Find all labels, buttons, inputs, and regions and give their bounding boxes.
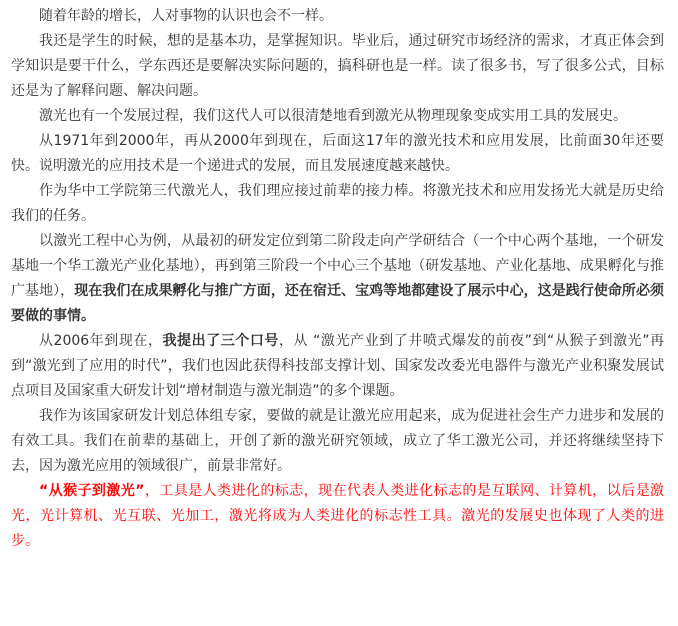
paragraph-2: 我还是学生的时候，想的是基本功，是掌握知识。毕业后，通过研究市场经济的需求，才真正体会到学知识是要干什么，学东西还是要解决实际问题的，搞科研也是一样。读了很多书，写了很多公式，目标还是为了解释问题、解决问题。 bbox=[11, 33, 664, 99]
paragraph-1: 随着年龄的增长，人对事物的认识也会不一样。 bbox=[39, 8, 333, 24]
paragraph-6 bbox=[11, 229, 664, 329]
paragraph-4: 从1971年到2000年，再从2000年到现在，后面这17年的激光技术和应用发展，比前面30年还要快。说明激光的应用技术是一个递进式的发展，而且发展速度越来越快。 bbox=[11, 133, 664, 174]
paragraph-6-bold-text: 现在我们在成果孵化与推广方面，还在宿迁、宝鸡等地都建设了展示中心，这是践行使命所必须要做的事情。 bbox=[11, 283, 664, 324]
paragraph-7-bold-text: 我提出了三个口号 bbox=[162, 333, 279, 349]
paragraph-7-text-end: ，从 “激光产业到了井喷式爆发的前夜”到“从猴子到激光”再到“激光到了应用的时代”，我们也因此获得科技部支撑计划、国家发改委光电器件与激光产业积聚发展试点项目及国家重大研发计划“增材制造与激光制造”的多个课题。 bbox=[11, 333, 665, 399]
paragraph-3: 激光也有一个发展过程，我们这代人可以很清楚地看到激光从物理现象变成实用工具的发展史。 bbox=[39, 108, 627, 124]
paragraph-9-highlight bbox=[11, 479, 664, 554]
paragraph-5: 作为华中工学院第三代激光人，我们理应接过前辈的接力棒。将激光技术和应用发扬光大就是历史给我们的任务。 bbox=[11, 183, 664, 224]
paragraph-9-text: ，工具是人类进化的标志，现在代表人类进化标志的是互联网、计算机，以后是激光，光计算机、光互联、光加工，激光将成为人类进化的标志性工具。激光的发展史也体现了人类的进步。 bbox=[11, 483, 665, 549]
paragraph-9-bold-quote: “从猴子到激光” bbox=[39, 483, 145, 499]
paragraph-7 bbox=[11, 329, 664, 404]
paragraph-7-text-start: 从2006年到现在， bbox=[39, 333, 163, 349]
paragraph-6-text: 以激光工程中心为例，从最初的研发定位到第二阶段走向产学研结合（一个中心两个基地，一个研发基地一个华工激光产业化基地），再到第三阶段一个中心三个基地（研发基地、产业化基地、成果孵化与推广基地）， bbox=[11, 233, 664, 299]
paragraph-8: 我作为该国家研发计划总体组专家，要做的就是让激光应用起来，成为促进社会生产力进步和发展的有效工具。我们在前辈的基础上，开创了新的激光研究领域，成立了华工激光公司，并还将继续坚持下去，因为激光应用的领域很广，前景非常好。 bbox=[11, 408, 664, 474]
